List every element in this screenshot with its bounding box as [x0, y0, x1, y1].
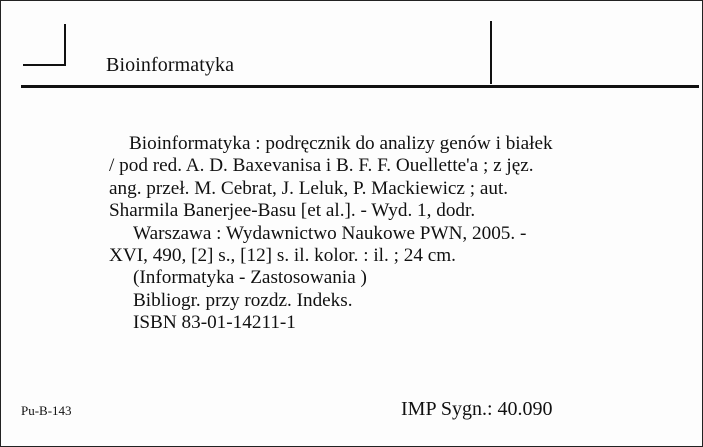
imprint-line: Warszawa : Wydawnictwo Naukowe PWN, 2005. - — [133, 222, 527, 244]
notes-line: Bibliogr. przy rozdz. Indeks. — [133, 289, 353, 311]
description-line: / pod red. A. D. Baxevanisa i B. F. F. Ouellette'a ; z jęz. — [109, 155, 534, 177]
corner-mark-vertical — [64, 24, 66, 66]
series-line: (Informatyka - Zastosowania ) — [133, 267, 367, 289]
collation-line: XVI, 490, [2] s., [12] s. il. kolor. : il. ; 24 cm. — [109, 245, 456, 267]
card-heading: Bioinformatyka — [106, 54, 235, 76]
description-line: Sharmila Banerjee-Basu [et al.]. - Wyd. 1, dodr. — [109, 200, 476, 222]
heading-rule — [21, 85, 699, 88]
bibliographic-description — [109, 133, 629, 335]
description-line: ang. przeł. M. Cebrat, J. Leluk, P. Mackiewicz ; aut. — [109, 177, 509, 199]
heading-divider — [490, 21, 492, 84]
description-line: Bioinformatyka : podręcznik do analizy genów i białek — [129, 133, 553, 154]
isbn-line: ISBN 83-01-14211-1 — [133, 312, 296, 334]
shelf-signature: IMP Sygn.: 40.090 — [401, 398, 553, 420]
corner-mark-horizontal — [23, 64, 66, 66]
call-number: Pu-B-143 — [21, 403, 72, 418]
